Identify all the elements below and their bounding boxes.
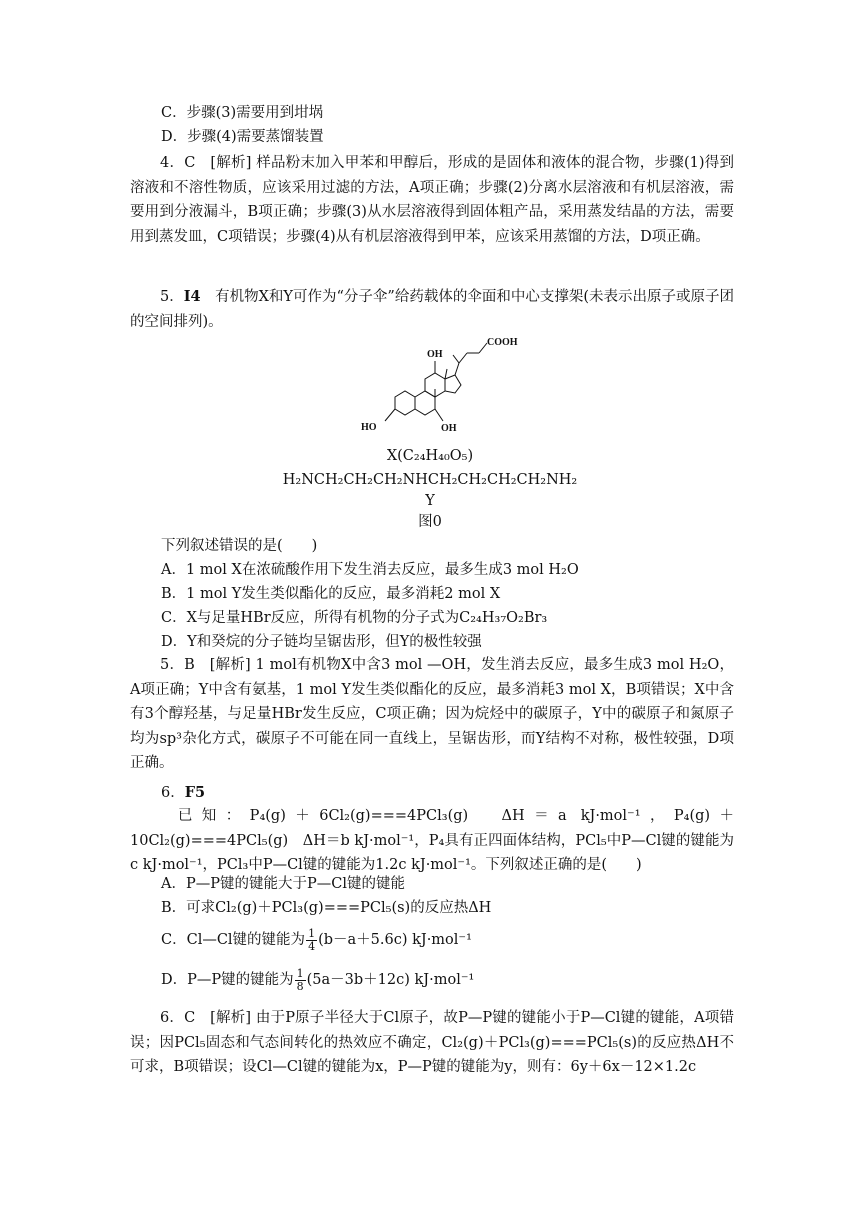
figure-label: 图0 [418,514,442,530]
mol-label-oh-top: OH [427,349,443,360]
mol-label-ho: HO [361,422,377,433]
q5-answer-body: 1 mol有机物X中含3 mol —OH，发生消去反应，最多生成3 mol H₂O，A项正确；Y中含有氨基，1 mol Y发生类似酯化的反应，最多消耗3 mol X，B项错误；X中含有3个醇羟基，与足量HBr发生反应，C项正确；因为烷烃中的碳原子，Y中的碳原子和氮原子均为sp³杂化方式，碳原子不可能在同一直线上，呈锯齿形，而Y结构不对称，极性较强，D项正确。 [130,657,734,771]
q6-header [161,783,205,803]
q6-option-b: B．可求Cl₂(g)＋PCl₃(g)===PCl₅(s)的反应热ΔH [161,900,492,916]
q6-stem: 已知：P₄(g)＋6Cl₂(g)===4PCl₃(g) ΔH＝a kJ·mol⁻¹，P₄(g)＋10Cl₂(g)===4PCl₅(g) ΔH＝b kJ·mol⁻¹，P₄具有正四面体结构，PCl₅中P—Cl键的键能为c kJ·mol⁻¹，PCl₃中P—Cl键的键能为1.2c kJ·mol⁻¹。下列叙述正确的是( ) [130,808,734,873]
q4-answer-body: 样品粉末加入甲苯和甲醇后，形成的是固体和液体的混合物，步骤(1)得到溶液和不溶性物质，应该采用过滤的方法，A项正确；步骤(2)分离水层溶液和有机层溶液，需要用到分液漏斗，B项正确；步骤(3)从水层溶液得到固体粗产品，采用蒸发结晶的方法，需要用到蒸发皿，C项错误；步骤(4)从有机层溶液得到甲苯，应该采用蒸馏的方法，D项正确。 [130,155,734,245]
q6-option-c-fraction [306,928,317,953]
q6-answer-head: 6．C [解析] [160,1010,256,1026]
q6-option-d [161,962,474,998]
q6-tag: F5 [184,784,206,801]
q5-stem-text: 有机物X和Y可作为“分子伞”给药载体的伞面和中心支撑架(未表示出原子或原子团的空间排列)。 [130,289,734,330]
mol-label-oh-bottom: OH [441,423,457,434]
q4-answer [130,151,734,249]
molecule-x-label: X(C₂₄H₄₀O₅) [386,448,474,464]
q5-option-a: A．1 mol X在浓硫酸作用下发生消去反应，最多生成3 mol H₂O [161,562,579,578]
q6-option-c-pre: C．Cl—Cl键的键能为 [161,932,306,948]
q6-number: 6． [161,785,185,801]
q4-option-d: D．步骤(4)需要蒸馏装置 [161,129,324,145]
q6-option-c-post: (b－a＋5.6c) kJ·mol⁻¹ [318,932,472,948]
q6-option-d-frac-den: 8 [296,979,304,993]
q5-option-c: C．X与足量HBr反应，所得有机物的分子式为C₂₄H₃₇O₂Br₃ [161,610,548,626]
q5-option-b: B．1 mol Y发生类似酯化的反应，最多消耗2 mol X [161,586,501,602]
q6-option-c-frac-den: 4 [308,939,316,953]
q6-option-d-pre: D．P—P键的键能为 [161,972,294,988]
q5-answer [130,653,734,776]
q6-option-c-frac-num: 1 [308,926,316,940]
q5-tag: I4 [183,288,201,305]
q4-answer-head: 4．C [解析] [160,155,257,171]
q5-question: 下列叙述错误的是( ) [161,538,318,554]
q6-option-c [161,922,472,958]
q5-answer-head: 5．B [解析] [160,657,256,673]
q5-number: 5． [160,289,184,305]
q5-stem [130,285,734,334]
q6-option-d-fraction [295,968,306,993]
q6-answer [130,1006,734,1080]
q6-option-d-frac-num: 1 [296,966,304,980]
molecule-y-label: Y [425,493,435,509]
q4-option-c: C．步骤(3)需要用到坩埚 [161,105,324,121]
molecule-x-structure [355,335,535,435]
mol-label-cooh: COOH [487,337,518,348]
molecule-y-formula: H₂NCH₂CH₂CH₂NHCH₂CH₂CH₂CH₂NH₂ [282,472,578,488]
q5-option-d: D．Y和癸烷的分子链均呈锯齿形，但Y的极性较强 [161,634,482,650]
q6-option-d-post: (5a－3b＋12c) kJ·mol⁻¹ [306,972,475,988]
q6-option-a: A．P—P键的键能大于P—Cl键的键能 [161,876,405,892]
q6-answer-body: 由于P原子半径大于Cl原子，故P—P键的键能小于P—Cl键的键能，A项错误；因PCl₅固态和气态间转化的热效应不确定，Cl₂(g)＋PCl₃(g)===PCl₅(s)的反应热ΔH不可求，B项错误；设Cl—Cl键的键能为x，P—P键的键能为y，则有：6y＋6x－12×1.2c [130,1010,734,1075]
